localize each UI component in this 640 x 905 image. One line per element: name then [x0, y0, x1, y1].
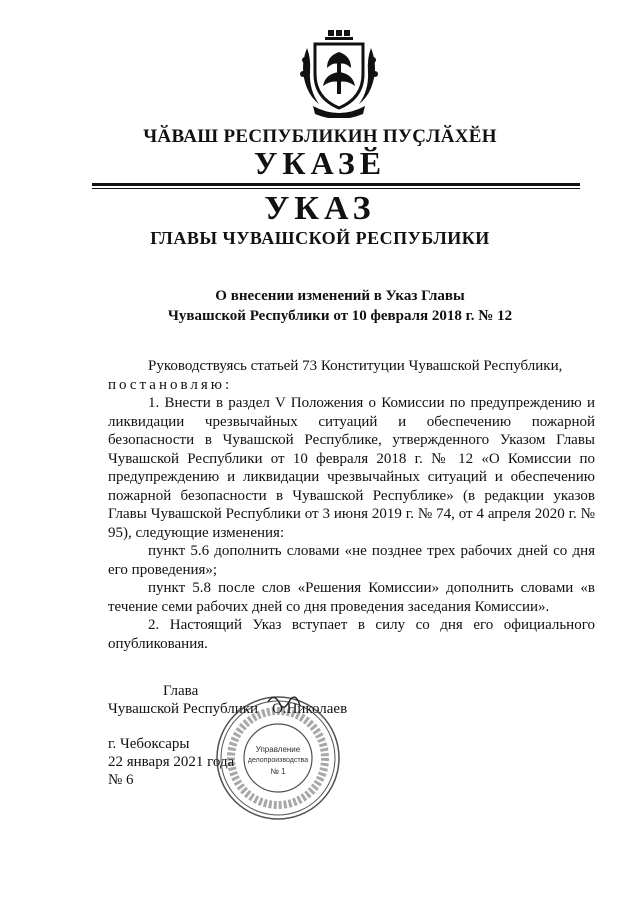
body-point-5-6: пункт 5.6 дополнить словами «не позднее трех рабочих дней со дня его проведения»;	[108, 543, 595, 578]
header-russian-ukaz: УКАЗ	[264, 190, 376, 227]
subject-line-2: Чувашской Республики от 10 февраля 2018 г. № 12	[167, 308, 513, 324]
header-divider-thin	[92, 188, 580, 189]
body-item-1: 1. Внести в раздел V Положения о Комиссии по предупреждению и ликвидации чрезвычайных ситуаций и обеспечению пожарной безопасности в Чувашской Республике, утвержденного Указом Главы Чувашской Республики от 10 февраля 2018 г. № 12 «О Комиссии по предупреждению и ликвидации чрезвычайных ситуаций и обеспечению пожарной безопасности в Чувашской Республике» (в редакции указов Главы Чувашской Республики от 3 июня 2019 г. № 74, от 4 апреля 2020 г. № 95), следующие изменения:	[108, 395, 595, 541]
signature-name: О.Николаев	[272, 701, 348, 717]
chuvash-republic-emblem-icon	[297, 28, 381, 118]
header-russian-glavy: ГЛАВЫ ЧУВАШСКОЙ РЕСПУБЛИКИ	[150, 228, 490, 248]
body-point-5-8: пункт 5.8 после слов «Решения Комиссии» дополнить словами «в течение семи рабочих дней со дня проведения заседания Комиссии».	[108, 580, 595, 615]
body-postanovlyayu: постановляю:	[108, 376, 233, 393]
subject-line-1: О внесении изменений в Указ Главы	[215, 288, 465, 304]
signature-org: Чувашской Республики	[108, 701, 259, 717]
stamp-inner-line-1: Управление	[255, 745, 301, 754]
header-chuvash-line: ЧӐВАШ РЕСПУБЛИКИН ПУҪЛӐХӖН	[143, 126, 497, 147]
decree-subject	[100, 286, 580, 326]
signature-date: 22 января 2021 года	[108, 754, 235, 770]
signature-number: № 6	[108, 772, 134, 788]
official-stamp-icon	[214, 694, 342, 822]
stamp-inner-number: № 1	[270, 767, 286, 776]
header-chuvash-ukaze: УКАЗӖ	[253, 145, 387, 181]
stamp-inner-line-2: делопроизводства	[247, 757, 309, 764]
header-divider-thick	[92, 183, 580, 186]
signature-title: Глава	[163, 683, 199, 699]
body-item-2: 2. Настоящий Указ вступает в силу со дня его официального опубликования.	[108, 617, 595, 652]
decree-body	[108, 357, 595, 653]
signature-city: г. Чебоксары	[108, 736, 190, 752]
body-intro: Руководствуясь статьей 73 Конституции Чувашской Республики,	[148, 358, 563, 374]
